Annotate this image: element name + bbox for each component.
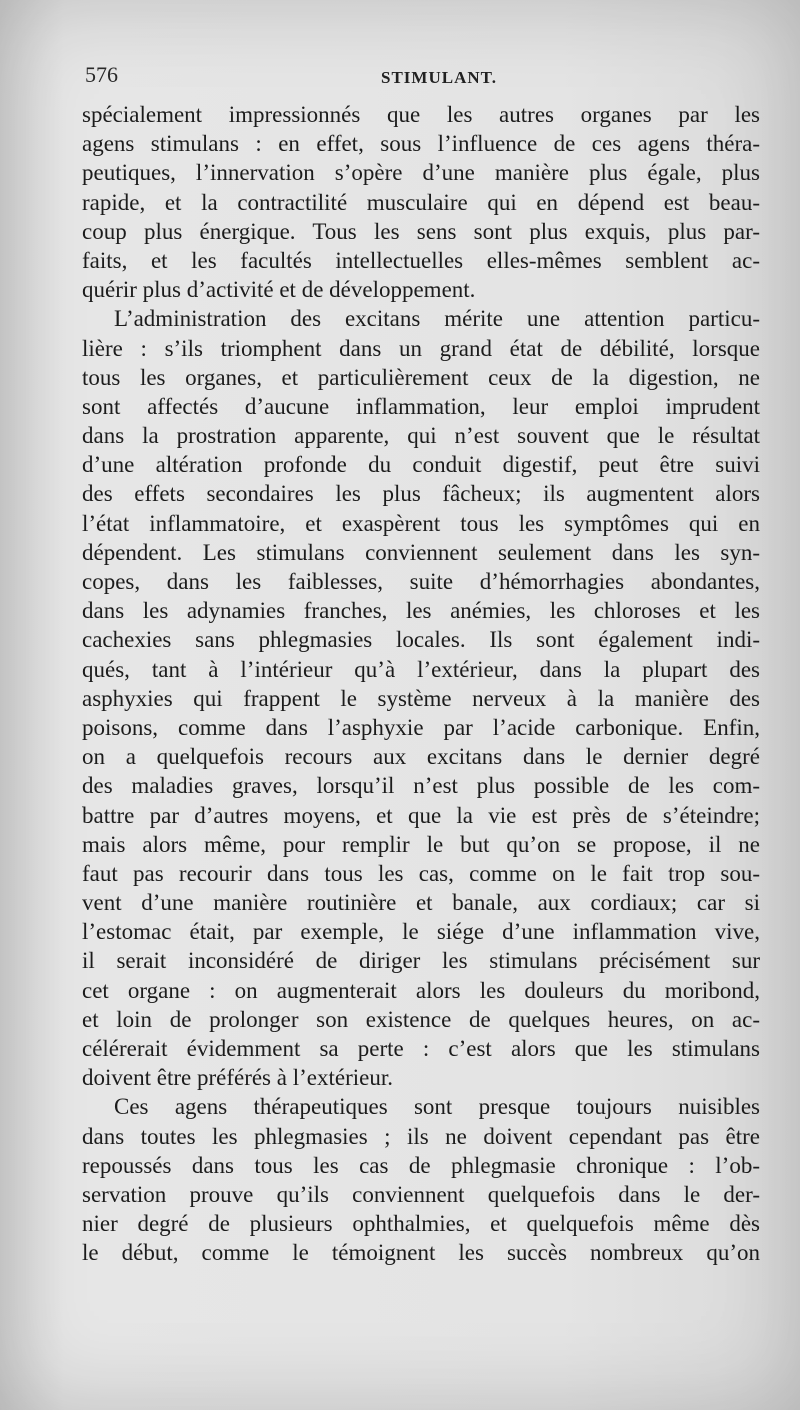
text-line: spécialement impressionnés que les autres organes par les [82,102,760,127]
text-line: faits, et les facultés intellectuelles elles-mêmes semblent ac- [82,247,760,273]
text-line: et loin de prolonger son existence de quelques heures, on ac- [82,1006,760,1032]
text-line: qués, tant à l’intérieur qu’à l’extérieur, dans la plupart des [82,656,760,682]
text-line: faut pas recourir dans tous les cas, comme on le fait trop sou- [82,860,760,886]
text-line: des effets secondaires les plus fâcheux; ils augmentent alors [82,481,760,507]
page-number: 576 [85,62,118,87]
text-line: servation prouve qu’ils conviennent quelquefois dans le der- [82,1181,760,1207]
text-line: des maladies graves, lorsqu’il n’est plus possible de les com- [82,773,760,799]
text-line: d’une altération profonde du conduit digestif, peut être suivi [82,452,760,478]
text-line: poisons, comme dans l’asphyxie par l’acide carbonique. Enfin, [82,714,760,740]
text-line: lière : s’ils triomphent dans un grand état de débilité, lorsque [82,335,760,361]
text-line: asphyxies qui frappent le système nerveux à la manière des [82,685,760,711]
text-line: il serait inconsidéré de diriger les stimulans précisément sur [82,948,760,974]
text-line: peutiques, l’innervation s’opère d’une manière plus égale, plus [82,160,760,186]
text-line: repoussés dans tous les cas de phlegmasie chronique : l’ob- [82,1152,760,1178]
text-line: l’estomac était, par exemple, le siége d’une inflammation vive, [82,919,760,945]
text-line: le début, comme le témoignent les succès nombreux qu’on [82,1240,760,1266]
body-text [82,100,760,1268]
text-line: agens stimulans : en effet, sous l’influence de ces agens théra- [82,131,760,157]
text-line: copes, dans les faiblesses, suite d’hémorrhagies abondantes, [82,569,760,594]
text-line: nier degré de plusieurs ophthalmies, et quelquefois même dès [82,1211,760,1237]
text-line: Ces agens thérapeutiques sont presque toujours nuisibles [114,1094,760,1120]
text-line: sont affectés d’aucune inflammation, leur emploi imprudent [82,393,760,419]
text-line: dans la prostration apparente, qui n’est souvent que le résultat [82,423,760,449]
text-line: cachexies sans phlegmasies locales. Ils sont également indi- [82,627,760,653]
text-line: battre par d’autres moyens, et que la vie est près de s’éteindre; [82,802,760,828]
text-line: L’administration des excitans mérite une attention particu- [114,306,760,332]
text-line: l’état inflammatoire, et exaspèrent tous les symptômes qui en [82,510,760,536]
text-line: dépendent. Les stimulans conviennent seulement dans les syn- [82,539,760,565]
text-line: dans toutes les phlegmasies ; ils ne doivent cependant pas être [82,1123,760,1149]
page-header [85,62,760,92]
text-line: mais alors même, pour remplir le but qu’on se propose, il ne [82,831,760,857]
text-line: célérerait évidemment sa perte : c’est alors que les stimulans [82,1036,760,1061]
text-line: on a quelquefois recours aux excitans dans le dernier degré [82,744,760,770]
text-line: doivent être préférés à l’extérieur. [82,1065,393,1091]
text-line: dans les adynamies franches, les anémies, les chloroses et les [82,598,760,624]
text-line: tous les organes, et particulièrement ceux de la digestion, ne [82,364,760,390]
text-line: quérir plus d’activité et de développement. [82,277,476,303]
running-title: STIMULANT. [381,68,497,87]
text-line: vent d’une manière routinière et banale, aux cordiaux; car si [82,890,760,916]
text-line: rapide, et la contractilité musculaire qui en dépend est beau- [82,189,760,215]
text-line: coup plus énergique. Tous les sens sont plus exquis, plus par- [82,218,760,244]
text-line: cet organe : on augmenterait alors les douleurs du moribond, [82,977,760,1003]
